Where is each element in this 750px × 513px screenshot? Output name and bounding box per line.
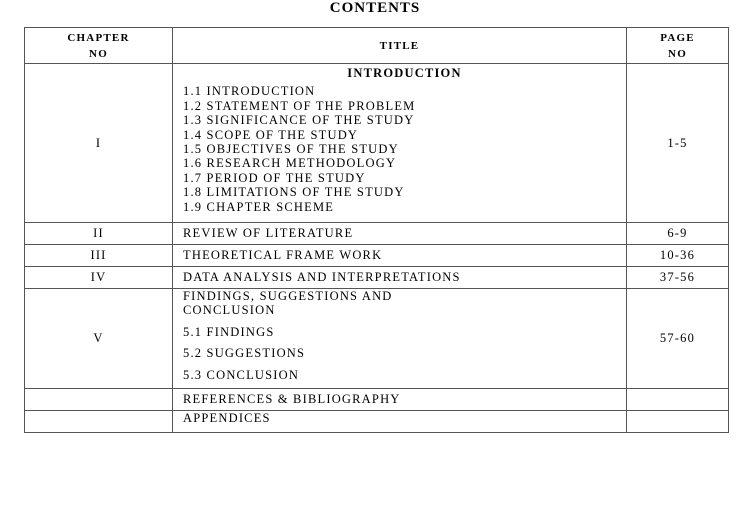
page-range — [627, 389, 729, 411]
chapter-title: REFERENCES & BIBLIOGRAPHY — [173, 389, 627, 411]
table-row — [25, 223, 729, 245]
table-row — [25, 267, 729, 289]
table-row — [25, 245, 729, 267]
chapter-number — [25, 411, 173, 433]
section-item: 1.3 SIGNIFICANCE OF THE STUDY — [183, 113, 415, 128]
section-item: 1.5 OBJECTIVES OF THE STUDY — [183, 142, 399, 157]
page-range: 37-56 — [627, 267, 729, 289]
table-row — [25, 289, 729, 389]
chapter-number: II — [25, 223, 173, 245]
section-item: 1.6 RESEARCH METHODOLOGY — [183, 156, 397, 171]
chapter-title: THEORETICAL FRAME WORK — [173, 245, 627, 267]
page-range: 57-60 — [627, 289, 729, 389]
chapter-title-cell — [173, 289, 627, 389]
chapter-number: IV — [25, 267, 173, 289]
section-item: 5.2 SUGGESTIONS — [183, 346, 306, 361]
chapter-number: III — [25, 245, 173, 267]
table-header-row — [25, 28, 729, 64]
section-item: 1.9 CHAPTER SCHEME — [183, 199, 335, 214]
chapter-number: V — [25, 289, 173, 389]
chapter-title-line: CONCLUSION — [183, 303, 276, 318]
page-title: CONTENTS — [329, 0, 421, 16]
section-item: 1.2 STATEMENT OF THE PROBLEM — [183, 98, 416, 113]
contents-table — [24, 27, 729, 433]
chapter-title: APPENDICES — [173, 411, 627, 433]
header-page-no: PAGE NO — [627, 28, 729, 64]
page-range: 10-36 — [627, 245, 729, 267]
section-item: 1.4 SCOPE OF THE STUDY — [183, 127, 359, 142]
page-range — [627, 411, 729, 433]
section-item: 5.3 CONCLUSION — [183, 367, 300, 382]
page-range: 6-9 — [627, 223, 729, 245]
chapter-title: REVIEW OF LITERATURE — [173, 223, 627, 245]
page-range: 1-5 — [627, 64, 729, 223]
chapter-heading: INTRODUCTION — [347, 66, 462, 80]
chapter-title: DATA ANALYSIS AND INTERPRETATIONS — [173, 267, 627, 289]
section-item: 1.8 LIMITATIONS OF THE STUDY — [183, 185, 405, 200]
chapter-title-cell — [173, 64, 627, 223]
chapter-number — [25, 389, 173, 411]
section-item: 1.1 INTRODUCTION — [183, 84, 316, 99]
table-row — [25, 389, 729, 411]
table-row — [25, 64, 729, 223]
section-item: 1.7 PERIOD OF THE STUDY — [183, 170, 366, 185]
header-chapter-no: CHAPTER NO — [25, 28, 173, 64]
chapter-number: I — [25, 64, 173, 223]
section-item: 5.1 FINDINGS — [183, 324, 275, 339]
table-row — [25, 411, 729, 433]
header-title: TITLE — [173, 28, 627, 64]
chapter-title-line: FINDINGS, SUGGESTIONS AND — [183, 289, 393, 303]
